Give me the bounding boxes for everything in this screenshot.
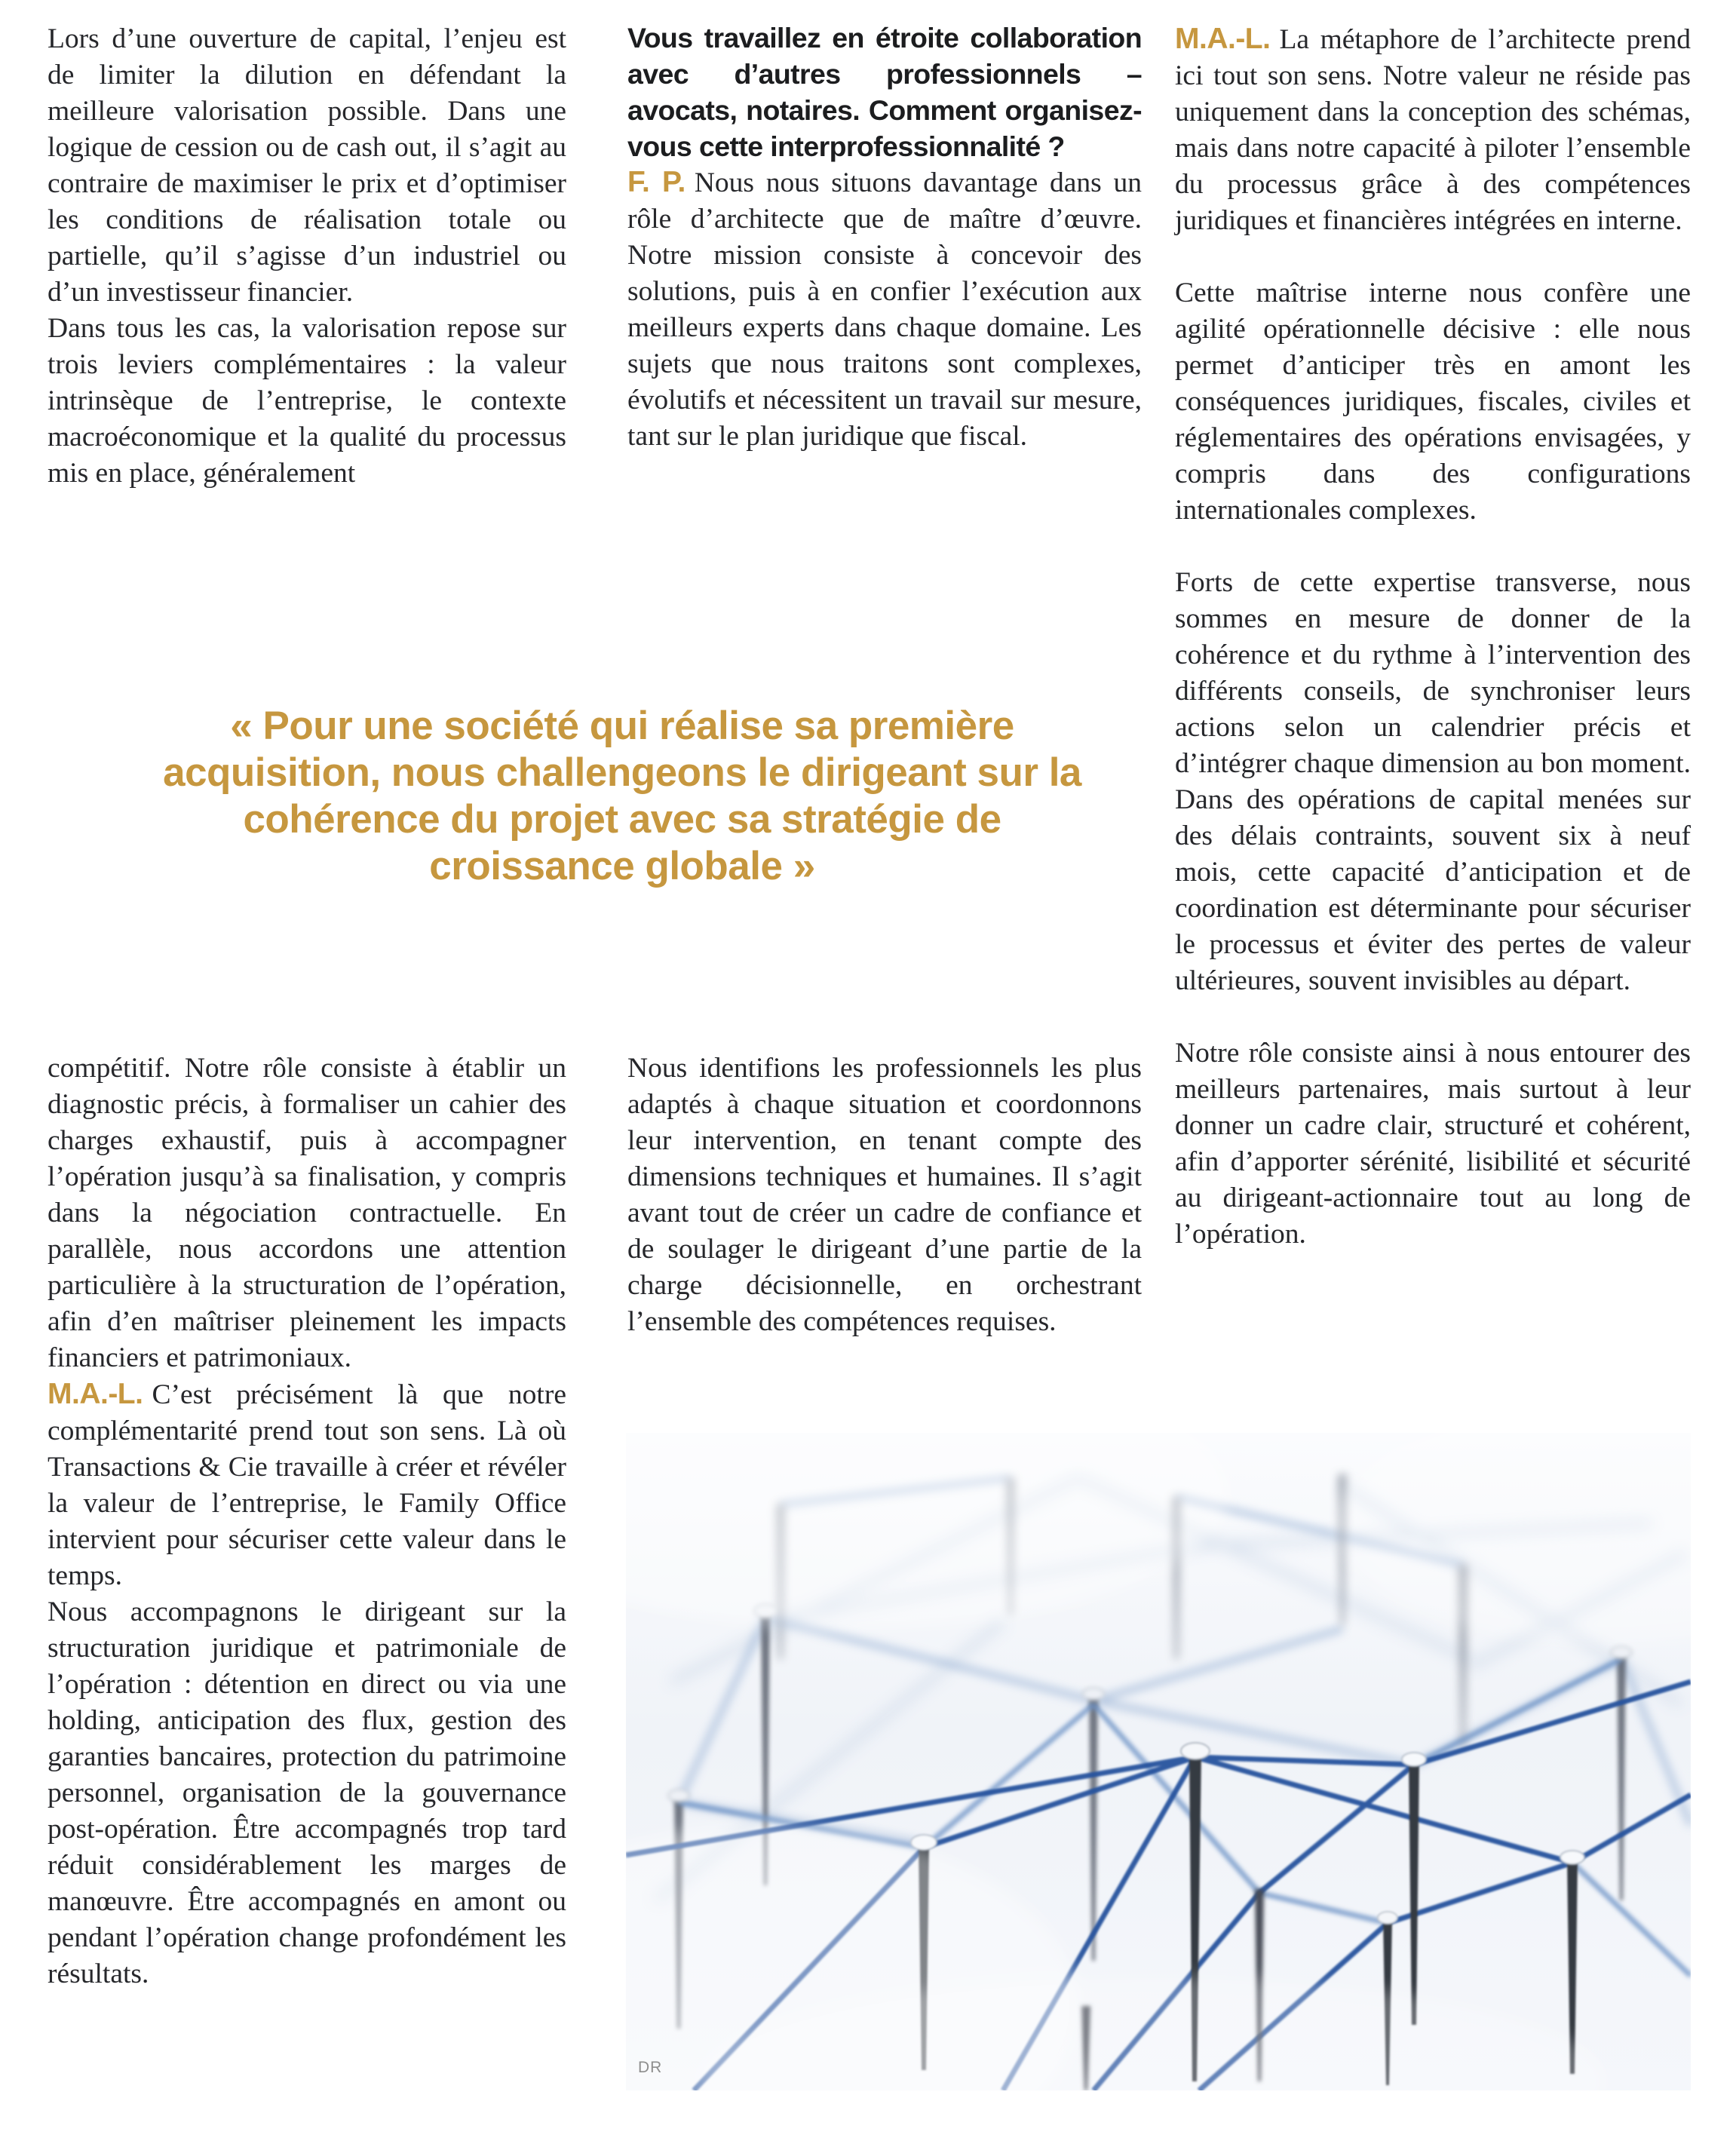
column1-middle	[48, 1050, 566, 1992]
answer-text: La métaphore de l’architecte prend ici tout son sens. Notre valeur ne réside pas uniquement dans la conception des schémas, mais dans notre capacité à piloter l’ensemble du processus grâce à des compétences juridiques et financières intégrées en interne.	[1175, 24, 1691, 236]
paragraph: Forts de cette expertise transverse, nous sommes en mesure de donner de la cohérence et du rythme à l’intervention des différents conseils, de synchroniser leurs actions selon un calendrier précis et d’intégrer chaque dimension au bon moment. Dans des opérations de capital menées sur des délais contraints, souvent six à neuf mois, cette capacité d’anticipation et de coordination est déterminante pour sécuriser le processus et éviter des pertes de valeur ultérieures, souvent invisibles au départ.	[1175, 567, 1691, 996]
paragraph: Cette maîtrise interne nous confère une agilité opérationnelle décisive : elle nous permet d’anticiper très en amont les conséquences juridiques, fiscales, civiles et réglementaires des opérations envisagées, y compris dans des configurations internationales complexes.	[1175, 278, 1691, 526]
column2-middle	[627, 1050, 1142, 1340]
network-photo-graphic	[626, 1433, 1691, 2090]
column3	[1175, 21, 1691, 1253]
answer-text: Nous nous situons davantage dans un rôle d’architecte que de maître d’œuvre. Notre mission consiste à concevoir des solutions, puis à en confier l’exécution aux meilleurs experts dans chaque domaine. Les sujets que nous traitons sont complexes, évolutifs et nécessitent un travail sur mesure, tant sur le plan juridique que fiscal.	[627, 167, 1142, 452]
paragraph: Notre rôle consiste ainsi à nous entourer des meilleurs partenaires, mais surtout à leur donner un cadre clair, structuré et cohérent, afin d’apporter sérénité, lisibilité et sécurité au dirigeant-actionnaire tout au long de l’opération.	[1175, 1038, 1691, 1250]
paragraph	[627, 164, 1142, 455]
column2-top	[627, 20, 1142, 455]
paragraph: Lors d’une ouverture de capital, l’enjeu est de limiter la dilution en défendant la meilleure valorisation possible. Dans une logique de cession ou de cash out, il s’agit au contraire de maximiser le prix et d’optimiser les conditions de réalisation totale ou partielle, qu’il s’agisse d’un industriel ou d’un investisseur financier.	[48, 23, 566, 308]
speaker-label-mal: M.A.-L.	[48, 1378, 143, 1410]
paragraph: Dans tous les cas, la valorisation repose sur trois leviers complémentaires : la valeur intrinsèque de l’entreprise, le contexte macroéconomique et la qualité du processus mis en place, généralement	[48, 313, 566, 489]
paragraph: compétitif. Notre rôle consiste à établir un diagnostic précis, à formaliser un cahier des charges exhaustif, puis à accompagner l’opération jusqu’à sa finalisation, y compris dans la négociation contractuelle. En parallèle, nous accordons une attention particulière à la structuration de l’opération, afin d’en maîtriser pleinement les impacts financiers et patrimoniaux.	[48, 1053, 566, 1373]
photo-credit: DR	[638, 2059, 663, 2076]
column1-top	[48, 21, 566, 492]
paragraph: Nous identifions les professionnels les plus adaptés à chaque situation et coordonnons leur intervention, en tenant compte des dimensions techniques et humaines. Il s’agit avant tout de créer un cadre de confiance et de soulager le dirigeant d’une partie de la charge décisionnelle, en orchestrant l’ensemble des compétences requises.	[627, 1053, 1142, 1337]
network-photo	[626, 1433, 1691, 2090]
paragraph	[48, 1376, 566, 1594]
paragraph	[1175, 21, 1691, 239]
speaker-label-fp: F. P.	[627, 166, 686, 198]
speaker-label-mal: M.A.-L.	[1175, 23, 1271, 55]
interview-question: Vous travaillez en étroite collaboration avec d’autres professionnels – avocats, notaires. Comment organisez-vous cette interprofessionnalité ?	[627, 22, 1142, 162]
answer-text: C’est précisément là que notre complémentarité prend tout son sens. Là où Transactions & Cie travaille à créer et révéler la valeur de l’entreprise, le Family Office intervient pour sécuriser cette valeur dans le temps.	[48, 1379, 566, 1591]
pull-quote: « Pour une société qui réalise sa première acquisition, nous challengeons le dirigeant sur la cohérence du projet avec sa stratégie de croissance globale »	[163, 704, 1081, 888]
paragraph: Nous accompagnons le dirigeant sur la structuration juridique et patrimoniale de l’opération : détention en direct ou via une holding, anticipation des flux, gestion des garanties bancaires, protection du patrimoine personnel, organisation de la gouvernance post-opération. Être accompagnés trop tard réduit considérablement les marges de manœuvre. Être accompagnés en amont ou pendant l’opération change profondément les résultats.	[48, 1596, 566, 1989]
